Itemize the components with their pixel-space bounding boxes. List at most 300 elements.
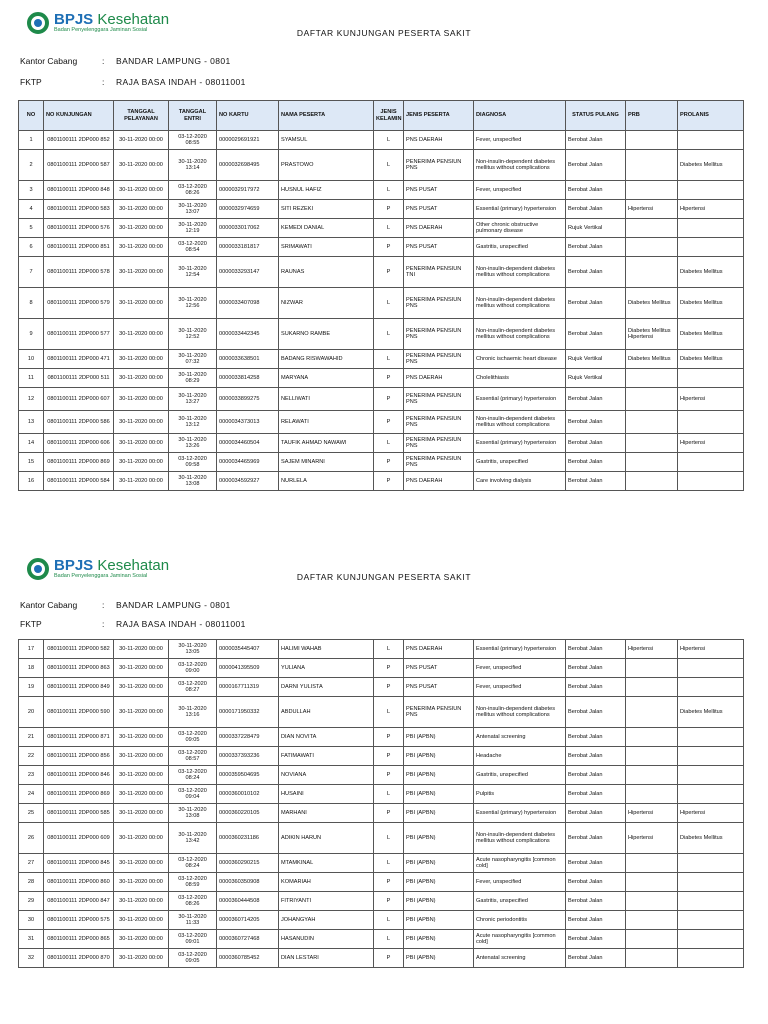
cell-entri: 30-11-2020 07:32 — [169, 350, 217, 369]
cell-jp: PENERIMA PENSIUN PNS — [404, 350, 474, 369]
cell-kartu: 0000032698495 — [217, 150, 279, 181]
cell-prol: Diabetes Mellitus — [678, 823, 744, 854]
cell-kartu: 0000033293147 — [217, 257, 279, 288]
cell-no: 21 — [19, 728, 44, 747]
cell-kunj: 0801100111 2DP000 851 — [44, 238, 114, 257]
logo-tagline: Badan Penyelenggara Jaminan Sosial — [54, 573, 148, 579]
cell-diag: Gastritis, unspecified — [474, 892, 566, 911]
cell-status: Berobat Jalan — [566, 873, 626, 892]
cell-no: 3 — [19, 181, 44, 200]
table-row — [19, 472, 744, 491]
cell-prol: Hipertensi — [678, 640, 744, 659]
cell-kartu: 0000041395509 — [217, 659, 279, 678]
cell-nama: FATIMAWATI — [279, 747, 374, 766]
cell-tgl: 30-11-2020 00:00 — [114, 131, 169, 150]
cell-nama: FITRIYANTI — [279, 892, 374, 911]
table-row — [19, 388, 744, 411]
cell-entri: 30-11-2020 13:05 — [169, 640, 217, 659]
kantor-value: BANDAR LAMPUNG - 0801 — [116, 56, 231, 66]
cell-jp: PBI (APBN) — [404, 930, 474, 949]
cell-status: Berobat Jalan — [566, 659, 626, 678]
cell-prb — [626, 369, 678, 388]
cell-tgl: 30-11-2020 00:00 — [114, 411, 169, 434]
cell-no: 2 — [19, 150, 44, 181]
cell-kunj: 0801100111 2DP000 587 — [44, 150, 114, 181]
cell-prb — [626, 434, 678, 453]
cell-diag: Headache — [474, 747, 566, 766]
table-row — [19, 930, 744, 949]
cell-entri: 03-12-2020 09:04 — [169, 785, 217, 804]
cell-entri: 30-11-2020 12:52 — [169, 319, 217, 350]
cell-no: 4 — [19, 200, 44, 219]
table-row — [19, 678, 744, 697]
column-header: NAMA PESERTA — [279, 101, 374, 131]
table-header-row — [19, 101, 744, 131]
cell-diag: Antenatal screening — [474, 728, 566, 747]
cell-kunj: 0801100111 2DP000 870 — [44, 949, 114, 968]
cell-entri: 03-12-2020 08:54 — [169, 238, 217, 257]
cell-tgl: 30-11-2020 00:00 — [114, 472, 169, 491]
cell-jk: L — [374, 640, 404, 659]
cell-status: Berobat Jalan — [566, 804, 626, 823]
cell-nama: MTAMKINAL — [279, 854, 374, 873]
cell-no: 13 — [19, 411, 44, 434]
cell-jk: P — [374, 873, 404, 892]
cell-tgl: 30-11-2020 00:00 — [114, 911, 169, 930]
colon: : — [102, 619, 105, 629]
cell-kunj: 0801100111 2DP000 607 — [44, 388, 114, 411]
column-header: JENIS PESERTA — [404, 101, 474, 131]
cell-status: Berobat Jalan — [566, 911, 626, 930]
meta-kantor-cabang — [20, 600, 231, 610]
cell-nama: TAUFIK AHMAD NAWAWI — [279, 434, 374, 453]
cell-kunj: 0801100111 2DP000 582 — [44, 640, 114, 659]
cell-jk: L — [374, 823, 404, 854]
cell-nama: NOVIANA — [279, 766, 374, 785]
cell-status: Berobat Jalan — [566, 747, 626, 766]
cell-prol — [678, 659, 744, 678]
table-row — [19, 219, 744, 238]
cell-entri: 30-11-2020 12:19 — [169, 219, 217, 238]
table-row — [19, 854, 744, 873]
cell-no: 10 — [19, 350, 44, 369]
cell-kunj: 0801100111 2DP000 511 — [44, 369, 114, 388]
cell-no: 11 — [19, 369, 44, 388]
cell-jk: L — [374, 434, 404, 453]
cell-diag: Gastritis, unspecified — [474, 238, 566, 257]
cell-diag: Essential (primary) hypertension — [474, 640, 566, 659]
cell-jp: PENERIMA PENSIUN PNS — [404, 288, 474, 319]
fktp-label: FKTP — [20, 77, 42, 87]
cell-jp: PNS PUSAT — [404, 238, 474, 257]
cell-no: 30 — [19, 911, 44, 930]
cell-nama: ADIKIN HARUN — [279, 823, 374, 854]
cell-jk: P — [374, 369, 404, 388]
cell-diag: Gastritis, unspecified — [474, 453, 566, 472]
cell-prol — [678, 219, 744, 238]
table-row — [19, 823, 744, 854]
cell-jp: PENERIMA PENSIUN PNS — [404, 697, 474, 728]
cell-no: 5 — [19, 219, 44, 238]
cell-prb: Diabetes Mellitus — [626, 288, 678, 319]
cell-tgl: 30-11-2020 00:00 — [114, 453, 169, 472]
cell-kartu: 0000360444508 — [217, 892, 279, 911]
cell-status: Berobat Jalan — [566, 257, 626, 288]
cell-kartu: 0000171950332 — [217, 697, 279, 728]
cell-no: 9 — [19, 319, 44, 350]
cell-nama: DIAN LESTARI — [279, 949, 374, 968]
cell-jk: P — [374, 411, 404, 434]
cell-diag: Fever, unspecified — [474, 131, 566, 150]
cell-no: 29 — [19, 892, 44, 911]
cell-nama: KEMEDI DANIAL — [279, 219, 374, 238]
cell-prb: Hipertensi — [626, 804, 678, 823]
cell-kunj: 0801100111 2DP000 578 — [44, 257, 114, 288]
cell-kunj: 0801100111 2DP000 579 — [44, 288, 114, 319]
cell-prb — [626, 659, 678, 678]
column-header: STATUS PULANG — [566, 101, 626, 131]
kantor-label: Kantor Cabang — [20, 600, 78, 610]
column-header: NO — [19, 101, 44, 131]
logo-brand-main: BPJS — [54, 557, 94, 574]
cell-prol — [678, 181, 744, 200]
cell-prb — [626, 766, 678, 785]
meta-fktp — [20, 619, 246, 629]
cell-nama: NELLIWATI — [279, 388, 374, 411]
cell-prb: Hipertensi — [626, 823, 678, 854]
cell-no: 20 — [19, 697, 44, 728]
cell-jp: PBI (APBN) — [404, 911, 474, 930]
report-page-2 — [0, 548, 768, 1024]
cell-tgl: 30-11-2020 00:00 — [114, 388, 169, 411]
document-title: DAFTAR KUNJUNGAN PESERTA SAKIT — [296, 28, 472, 38]
cell-jk: P — [374, 678, 404, 697]
cell-nama: RELAWATI — [279, 411, 374, 434]
cell-prol: Hipertensi — [678, 388, 744, 411]
kantor-label: Kantor Cabang — [20, 56, 78, 66]
cell-jp: PBI (APBN) — [404, 892, 474, 911]
cell-prb — [626, 131, 678, 150]
table-row — [19, 747, 744, 766]
table-row — [19, 238, 744, 257]
kantor-value: BANDAR LAMPUNG - 0801 — [116, 600, 231, 610]
cell-tgl: 30-11-2020 00:00 — [114, 949, 169, 968]
cell-no: 6 — [19, 238, 44, 257]
cell-tgl: 30-11-2020 00:00 — [114, 766, 169, 785]
cell-jp: PNS DAERAH — [404, 369, 474, 388]
cell-diag: Non-insulin-dependent diabetes mellitus without complications — [474, 697, 566, 728]
cell-no: 12 — [19, 388, 44, 411]
cell-nama: ABDULLAH — [279, 697, 374, 728]
cell-diag: Acute nasopharyngitis [common cold] — [474, 854, 566, 873]
cell-diag: Care involving dialysis — [474, 472, 566, 491]
cell-no: 1 — [19, 131, 44, 150]
cell-nama: SRIMAWATI — [279, 238, 374, 257]
cell-prol: Hipertensi — [678, 200, 744, 219]
cell-diag: Essential (primary) hypertension — [474, 804, 566, 823]
cell-nama: SUKARNO RAMBE — [279, 319, 374, 350]
cell-tgl: 30-11-2020 00:00 — [114, 747, 169, 766]
cell-prol — [678, 747, 744, 766]
cell-prol: Diabetes Mellitus — [678, 319, 744, 350]
cell-diag: Fever, unspecified — [474, 659, 566, 678]
cell-status: Berobat Jalan — [566, 388, 626, 411]
cell-entri: 30-11-2020 11:33 — [169, 911, 217, 930]
table-row — [19, 257, 744, 288]
cell-prb — [626, 472, 678, 491]
cell-diag: Pulpitis — [474, 785, 566, 804]
cell-prol — [678, 453, 744, 472]
table-row — [19, 150, 744, 181]
cell-nama: JOHANGYAH — [279, 911, 374, 930]
cell-diag: Fever, unspecified — [474, 678, 566, 697]
cell-kunj: 0801100111 2DP000 847 — [44, 892, 114, 911]
cell-status: Berobat Jalan — [566, 930, 626, 949]
cell-jp: PNS PUSAT — [404, 678, 474, 697]
cell-kartu: 0000360220105 — [217, 804, 279, 823]
cell-jp: PBI (APBN) — [404, 804, 474, 823]
table-row — [19, 659, 744, 678]
cell-status: Berobat Jalan — [566, 319, 626, 350]
meta-fktp — [20, 77, 246, 87]
table-row — [19, 785, 744, 804]
cell-prol: Diabetes Mellitus — [678, 257, 744, 288]
visit-table — [18, 100, 744, 491]
column-header: TANGGAL PELAYANAN — [114, 101, 169, 131]
cell-no: 32 — [19, 949, 44, 968]
cell-jk: P — [374, 388, 404, 411]
table-row — [19, 911, 744, 930]
cell-no: 16 — [19, 472, 44, 491]
cell-kunj: 0801100111 2DP000 577 — [44, 319, 114, 350]
cell-no: 7 — [19, 257, 44, 288]
cell-entri: 03-12-2020 08:57 — [169, 747, 217, 766]
cell-entri: 30-11-2020 13:16 — [169, 697, 217, 728]
cell-prol — [678, 854, 744, 873]
cell-tgl: 30-11-2020 00:00 — [114, 854, 169, 873]
cell-nama: DARNI YULISTA — [279, 678, 374, 697]
cell-no: 19 — [19, 678, 44, 697]
cell-nama: YULIANA — [279, 659, 374, 678]
cell-prb — [626, 747, 678, 766]
table-row — [19, 181, 744, 200]
cell-no: 27 — [19, 854, 44, 873]
cell-kunj: 0801100111 2DP000 575 — [44, 911, 114, 930]
cell-prb — [626, 854, 678, 873]
cell-status: Rujuk Vertikal — [566, 369, 626, 388]
cell-tgl: 30-11-2020 00:00 — [114, 873, 169, 892]
cell-diag: Essential (primary) hypertension — [474, 200, 566, 219]
cell-entri: 30-11-2020 13:08 — [169, 804, 217, 823]
cell-status: Berobat Jalan — [566, 238, 626, 257]
cell-diag: Non-insulin-dependent diabetes mellitus without complications — [474, 823, 566, 854]
cell-nama: SITI REZEKI — [279, 200, 374, 219]
cell-kunj: 0801100111 2DP000 846 — [44, 766, 114, 785]
cell-kunj: 0801100111 2DP000 609 — [44, 823, 114, 854]
cell-diag: Acute nasopharyngitis [common cold] — [474, 930, 566, 949]
cell-entri: 03-12-2020 09:00 — [169, 659, 217, 678]
cell-status: Berobat Jalan — [566, 150, 626, 181]
column-header: NO KARTU — [217, 101, 279, 131]
cell-entri: 03-12-2020 08:55 — [169, 131, 217, 150]
table-row — [19, 288, 744, 319]
cell-prb: Hipertensi — [626, 640, 678, 659]
cell-kunj: 0801100111 2DP000 869 — [44, 453, 114, 472]
cell-jk: P — [374, 949, 404, 968]
cell-entri: 03-12-2020 08:27 — [169, 678, 217, 697]
logo-tagline: Badan Penyelenggara Jaminan Sosial — [54, 27, 148, 33]
column-header: PROLANIS — [678, 101, 744, 131]
cell-prol: Diabetes Mellitus — [678, 350, 744, 369]
cell-jk: P — [374, 766, 404, 785]
cell-tgl: 30-11-2020 00:00 — [114, 640, 169, 659]
table-row — [19, 873, 744, 892]
table-row — [19, 949, 744, 968]
table-row — [19, 892, 744, 911]
table-row — [19, 804, 744, 823]
cell-jp: PNS DAERAH — [404, 131, 474, 150]
cell-status: Berobat Jalan — [566, 949, 626, 968]
cell-entri: 03-12-2020 08:24 — [169, 766, 217, 785]
cell-jk: P — [374, 892, 404, 911]
cell-no: 24 — [19, 785, 44, 804]
cell-prol — [678, 411, 744, 434]
cell-kunj: 0801100111 2DP000 865 — [44, 930, 114, 949]
cell-prb: Diabetes Mellitus Hipertensi — [626, 319, 678, 350]
cell-tgl: 30-11-2020 00:00 — [114, 434, 169, 453]
table-row — [19, 411, 744, 434]
cell-kunj: 0801100111 2DP000 856 — [44, 747, 114, 766]
cell-diag: Non-insulin-dependent diabetes mellitus without complications — [474, 411, 566, 434]
cell-kartu: 0000034465969 — [217, 453, 279, 472]
cell-prb — [626, 911, 678, 930]
cell-kunj: 0801100111 2DP000 471 — [44, 350, 114, 369]
cell-prol — [678, 472, 744, 491]
cell-kartu: 0000360290215 — [217, 854, 279, 873]
cell-kunj: 0801100111 2DP000 586 — [44, 411, 114, 434]
visit-table — [18, 639, 744, 968]
cell-jp: PBI (APBN) — [404, 873, 474, 892]
cell-jk: L — [374, 697, 404, 728]
cell-diag: Essential (primary) hypertension — [474, 388, 566, 411]
cell-status: Berobat Jalan — [566, 181, 626, 200]
table-row — [19, 434, 744, 453]
cell-jp: PNS DAERAH — [404, 219, 474, 238]
cell-diag: Essential (primary) hypertension — [474, 434, 566, 453]
cell-status: Berobat Jalan — [566, 200, 626, 219]
cell-jk: L — [374, 319, 404, 350]
cell-kartu: 0000035445407 — [217, 640, 279, 659]
cell-no: 25 — [19, 804, 44, 823]
cell-diag: Fever, unspecified — [474, 181, 566, 200]
cell-tgl: 30-11-2020 00:00 — [114, 350, 169, 369]
cell-jp: PNS DAERAH — [404, 472, 474, 491]
cell-prol — [678, 678, 744, 697]
cell-kartu: 0000033814258 — [217, 369, 279, 388]
cell-prol — [678, 238, 744, 257]
cell-prb — [626, 411, 678, 434]
cell-nama: MARHANI — [279, 804, 374, 823]
cell-kunj: 0801100111 2DP000 860 — [44, 873, 114, 892]
cell-prol: Diabetes Mellitus — [678, 150, 744, 181]
cell-jk: L — [374, 219, 404, 238]
cell-status: Berobat Jalan — [566, 854, 626, 873]
cell-diag: Chronic periodontitis — [474, 911, 566, 930]
cell-prb — [626, 453, 678, 472]
cell-entri: 30-11-2020 12:54 — [169, 257, 217, 288]
logo-brand-accent: Kesehatan — [97, 557, 170, 574]
cell-nama: PRASTOWO — [279, 150, 374, 181]
cell-tgl: 30-11-2020 00:00 — [114, 150, 169, 181]
cell-entri: 30-11-2020 13:26 — [169, 434, 217, 453]
cell-status: Rujuk Vertikal — [566, 219, 626, 238]
cell-prb — [626, 238, 678, 257]
cell-tgl: 30-11-2020 00:00 — [114, 728, 169, 747]
cell-no: 28 — [19, 873, 44, 892]
cell-jk: L — [374, 854, 404, 873]
cell-jp: PBI (APBN) — [404, 785, 474, 804]
cell-no: 31 — [19, 930, 44, 949]
cell-jk: P — [374, 804, 404, 823]
cell-entri: 03-12-2020 08:24 — [169, 854, 217, 873]
table-row — [19, 766, 744, 785]
cell-jp: PENERIMA PENSIUN PNS — [404, 434, 474, 453]
cell-status: Berobat Jalan — [566, 728, 626, 747]
table-row — [19, 728, 744, 747]
cell-kartu: 0000337393236 — [217, 747, 279, 766]
cell-no: 15 — [19, 453, 44, 472]
cell-status: Berobat Jalan — [566, 640, 626, 659]
cell-entri: 30-11-2020 08:29 — [169, 369, 217, 388]
cell-kunj: 0801100111 2DP000 852 — [44, 131, 114, 150]
cell-prb: Diabetes Mellitus — [626, 350, 678, 369]
cell-prol: Diabetes Mellitus — [678, 697, 744, 728]
cell-nama: SAJEM MINARNI — [279, 453, 374, 472]
cell-jk: L — [374, 911, 404, 930]
cell-prol — [678, 131, 744, 150]
cell-no: 17 — [19, 640, 44, 659]
document-title: DAFTAR KUNJUNGAN PESERTA SAKIT — [296, 572, 472, 582]
cell-entri: 30-11-2020 13:07 — [169, 200, 217, 219]
cell-prb: Hipertensi — [626, 200, 678, 219]
cell-prb — [626, 388, 678, 411]
cell-kartu: 0000033407098 — [217, 288, 279, 319]
cell-kunj: 0801100111 2DP000 871 — [44, 728, 114, 747]
cell-diag: Antenatal screening — [474, 949, 566, 968]
cell-prb — [626, 930, 678, 949]
cell-kunj: 0801100111 2DP000 583 — [44, 200, 114, 219]
column-header: PRB — [626, 101, 678, 131]
cell-diag: Non-insulin-dependent diabetes mellitus without complications — [474, 319, 566, 350]
cell-tgl: 30-11-2020 00:00 — [114, 678, 169, 697]
cell-kunj: 0801100111 2DP000 845 — [44, 854, 114, 873]
cell-kartu: 0000032917972 — [217, 181, 279, 200]
cell-jk: P — [374, 472, 404, 491]
cell-jp: PENERIMA PENSIUN PNS — [404, 319, 474, 350]
cell-tgl: 30-11-2020 00:00 — [114, 219, 169, 238]
cell-no: 26 — [19, 823, 44, 854]
logo-brand-main: BPJS — [54, 11, 94, 28]
cell-tgl: 30-11-2020 00:00 — [114, 200, 169, 219]
cell-status: Berobat Jalan — [566, 892, 626, 911]
cell-kartu: 0000337228479 — [217, 728, 279, 747]
cell-no: 23 — [19, 766, 44, 785]
meta-kantor-cabang — [20, 56, 231, 66]
table-row — [19, 697, 744, 728]
cell-diag: Cholelithiasis — [474, 369, 566, 388]
cell-kartu: 0000360714205 — [217, 911, 279, 930]
cell-kunj: 0801100111 2DP000 849 — [44, 678, 114, 697]
